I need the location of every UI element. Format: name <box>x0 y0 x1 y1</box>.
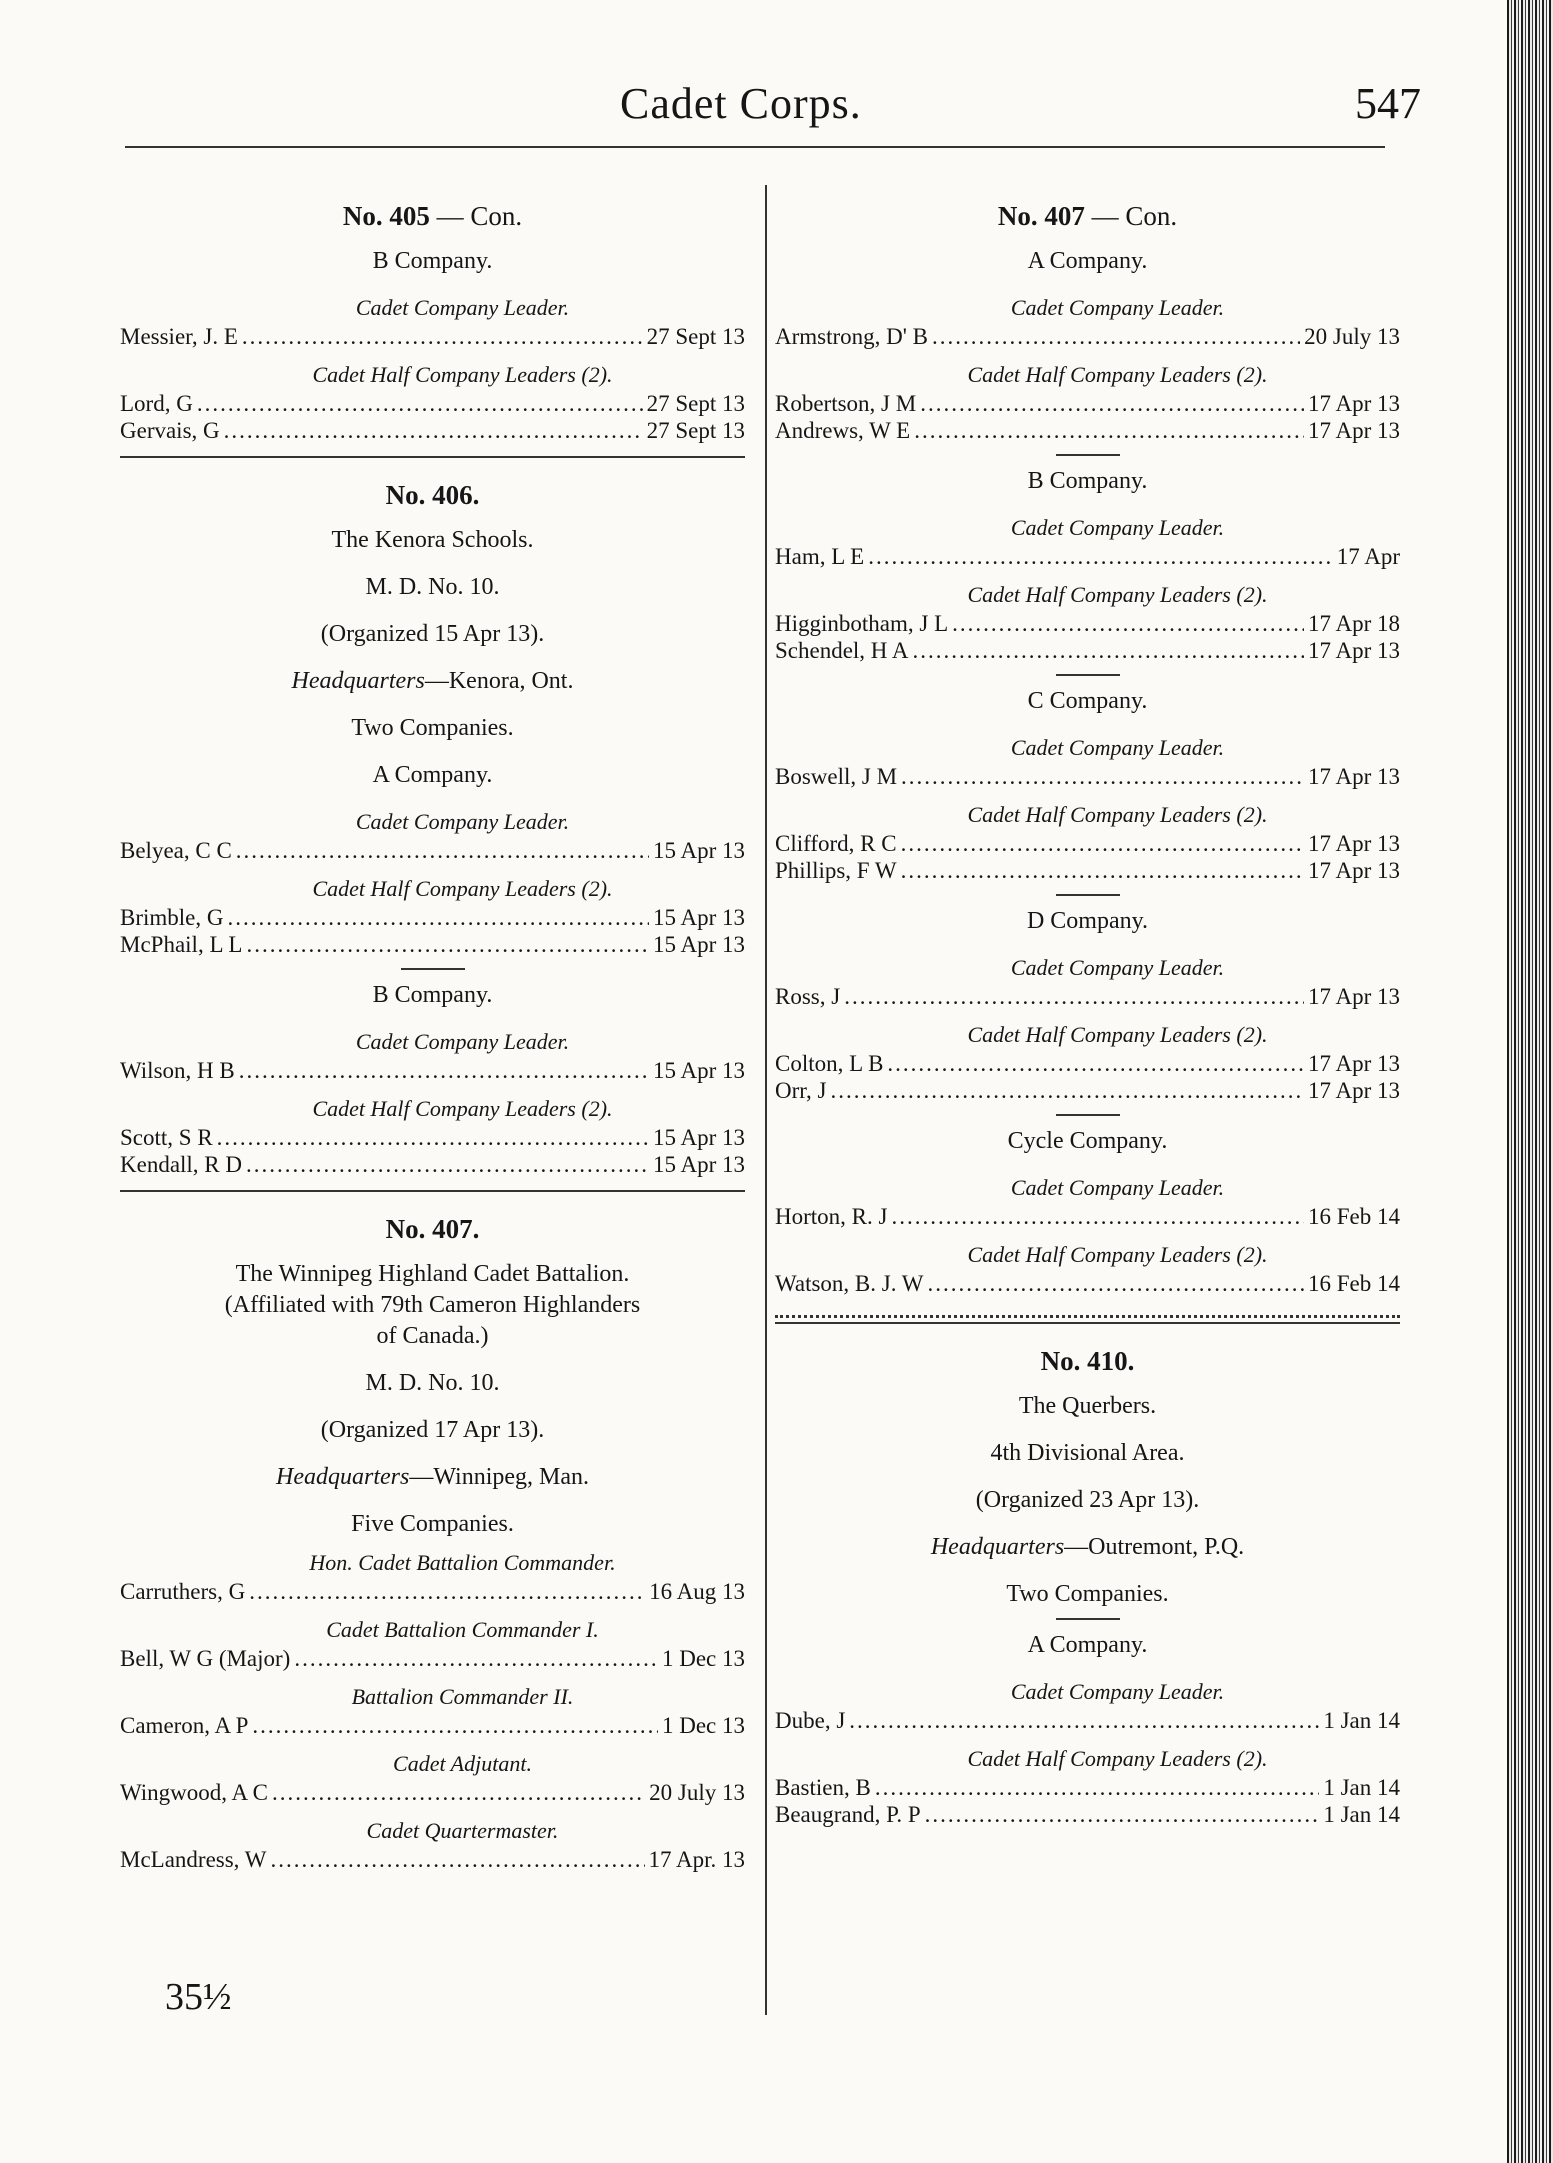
entry-name: Schendel, H A <box>775 638 909 663</box>
role-heading: Battalion Commander II. <box>351 1684 574 1709</box>
roster-entry <box>120 1578 745 1605</box>
entry-name: McLandress, W <box>120 1847 267 1872</box>
role-heading: Cadet Company Leader. <box>355 1029 570 1054</box>
leader-dots <box>887 1050 1304 1077</box>
roster-entry <box>120 323 745 350</box>
company-rule <box>1056 1618 1120 1620</box>
role-heading: Hon. Cadet Battalion Commander. <box>309 1550 616 1575</box>
entry-name: Ham, L E <box>775 544 865 569</box>
role-heading: Cadet Company Leader. <box>1010 735 1225 760</box>
leader-dots <box>901 763 1304 790</box>
leader-dots <box>252 1712 658 1739</box>
entry-date: 17 Apr 13 <box>1308 418 1400 443</box>
section-406 <box>120 480 745 1178</box>
entry-date: 20 July 13 <box>1304 324 1400 349</box>
roster-entry <box>120 390 745 417</box>
entry-date: 17 Apr 13 <box>1308 391 1400 416</box>
school-name: The Kenora Schools. <box>331 527 534 553</box>
role-heading: Cadet Half Company Leaders (2). <box>967 362 1268 387</box>
entry-name: Horton, R. J <box>775 1204 888 1229</box>
entry-name: Phillips, F W <box>775 858 897 883</box>
entry-name: Watson, B. J. W <box>775 1271 924 1296</box>
section-407 <box>120 1214 745 1873</box>
entry-name: Bastien, B <box>775 1775 871 1800</box>
entry-date: 1 Jan 14 <box>1323 1708 1400 1733</box>
leader-dots <box>891 1203 1304 1230</box>
role-heading: Cadet Half Company Leaders (2). <box>312 362 613 387</box>
headquarters-label: Headquarters <box>930 1534 1065 1560</box>
section-title <box>775 1346 1400 1377</box>
leader-dots <box>217 1124 649 1151</box>
role-heading: Cadet Half Company Leaders (2). <box>312 876 613 901</box>
entry-name: Messier, J. E <box>120 324 238 349</box>
role-heading: Cadet Company Leader. <box>355 809 570 834</box>
section-number: No. 405 <box>342 201 430 231</box>
entry-name: Cameron, A P <box>120 1713 249 1738</box>
section-title <box>120 201 745 232</box>
leader-dots <box>914 417 1304 444</box>
company-list <box>775 248 1400 1297</box>
entry-date: 16 Feb 14 <box>1308 1271 1400 1296</box>
leader-dots <box>228 904 650 931</box>
headquarters <box>775 1534 1400 1561</box>
entry-date: 16 Feb 14 <box>1308 1204 1400 1229</box>
section-number: No. 410. <box>1040 1346 1135 1376</box>
roster-entry <box>120 904 745 931</box>
entry-name: Higginbotham, J L <box>775 611 949 636</box>
entry-name: Boswell, J M <box>775 764 898 789</box>
entry-name: Beaugrand, P. P <box>775 1802 921 1827</box>
column-divider <box>765 185 767 2015</box>
entry-name: Carruthers, G <box>120 1579 246 1604</box>
divisional-area: 4th Divisional Area. <box>990 1440 1185 1466</box>
entry-date: 17 Apr <box>1336 544 1400 569</box>
page-edge <box>1507 0 1553 2163</box>
roster-entry <box>120 837 745 864</box>
running-title: Cadet Corps. <box>620 79 862 128</box>
roster-entry <box>120 1645 745 1672</box>
header-rule <box>125 146 1385 148</box>
roster-entry <box>775 1203 1400 1230</box>
affiliation-cont: of Canada.) <box>376 1323 489 1349</box>
roster-entry <box>775 417 1400 444</box>
entry-name: Bell, W G (Major) <box>120 1646 291 1671</box>
entry-date: 15 Apr 13 <box>653 1152 745 1177</box>
role-heading: Cadet Half Company Leaders (2). <box>967 1022 1268 1047</box>
headquarters-value: —Outremont, P.Q. <box>1064 1534 1245 1560</box>
role-heading: Cadet Company Leader. <box>1010 1175 1225 1200</box>
school-name: The Querbers. <box>1018 1393 1157 1419</box>
leader-dots <box>868 543 1333 570</box>
headquarters <box>120 668 745 695</box>
dotted-rule <box>775 1315 1400 1318</box>
leader-dots <box>844 983 1304 1010</box>
leader-dots <box>272 1779 645 1806</box>
leader-dots <box>913 637 1304 664</box>
company-rule <box>1056 1114 1120 1116</box>
affiliation: (Affiliated with 79th Cameron Highlanders <box>224 1292 641 1318</box>
left-column <box>120 195 745 1883</box>
section-title <box>775 201 1400 232</box>
roster-entry <box>775 543 1400 570</box>
entry-name: Andrews, W E <box>775 418 911 443</box>
entry-date: 27 Sept 13 <box>646 418 745 443</box>
leader-dots <box>932 323 1300 350</box>
organized-date: (Organized 23 Apr 13). <box>975 1487 1200 1513</box>
headquarters-label: Headquarters <box>276 1464 410 1490</box>
entry-name: Wingwood, A C <box>120 1780 268 1805</box>
roster-entry <box>120 1057 745 1084</box>
roster-entry <box>120 931 745 958</box>
leader-dots <box>928 1270 1304 1297</box>
section-number: No. 407 <box>997 201 1085 231</box>
section-number: No. 406. <box>385 480 480 510</box>
entry-date: 17 Apr 13 <box>1308 831 1400 856</box>
roster-entry <box>120 1151 745 1178</box>
roster-entry <box>120 1124 745 1151</box>
entry-date: 27 Sept 13 <box>646 391 745 416</box>
role-heading: Cadet Battalion Commander I. <box>326 1617 599 1642</box>
leader-dots <box>224 417 643 444</box>
company-heading: B Company. <box>372 982 493 1008</box>
leader-dots <box>270 1846 644 1873</box>
company-heading: A Company. <box>1027 248 1148 274</box>
headquarters-value: —Kenora, Ont. <box>424 668 574 694</box>
company-block <box>775 248 1400 444</box>
entry-name: Orr, J <box>775 1078 827 1103</box>
leader-dots <box>246 931 649 958</box>
entry-date: 1 Jan 14 <box>1323 1802 1400 1827</box>
entry-name: Gervais, G <box>120 418 220 443</box>
roster-entry <box>775 637 1400 664</box>
entry-date: 16 Aug 13 <box>649 1579 745 1604</box>
entry-date: 17 Apr 13 <box>1308 984 1400 1009</box>
entry-name: Scott, S R <box>120 1125 213 1150</box>
roster-entry <box>120 1712 745 1739</box>
roster-entry <box>775 323 1400 350</box>
entry-name: Brimble, G <box>120 905 224 930</box>
company-heading: A Company. <box>372 762 493 788</box>
organized-date: (Organized 15 Apr 13). <box>320 621 545 647</box>
role-heading: Cadet Company Leader. <box>1010 955 1225 980</box>
entry-date: 15 Apr 13 <box>653 1058 745 1083</box>
section-405 <box>120 201 745 444</box>
headquarters <box>120 1464 745 1491</box>
company-heading: C Company. <box>1027 688 1148 714</box>
leader-dots <box>952 610 1304 637</box>
roster-entry <box>775 857 1400 884</box>
role-heading: Cadet Half Company Leaders (2). <box>967 1746 1268 1771</box>
headquarters-value: —Winnipeg, Man. <box>409 1464 589 1490</box>
entry-date: 1 Dec 13 <box>661 1646 745 1671</box>
roster-entry <box>775 390 1400 417</box>
company-rule <box>1056 894 1120 896</box>
section-rule <box>775 1322 1400 1324</box>
entry-name: Wilson, H B <box>120 1058 235 1083</box>
entry-date: 17 Apr 13 <box>1308 1078 1400 1103</box>
entry-date: 15 Apr 13 <box>653 1125 745 1150</box>
roster-entry <box>120 1846 745 1873</box>
role-heading: Cadet Half Company Leaders (2). <box>312 1096 613 1121</box>
company-count: Five Companies. <box>351 1511 514 1537</box>
entry-name: Colton, L B <box>775 1051 884 1076</box>
roster-entry <box>775 983 1400 1010</box>
entry-date: 20 July 13 <box>649 1780 745 1805</box>
roster-entry <box>775 1801 1400 1828</box>
section-title <box>120 480 745 511</box>
company-block <box>775 674 1400 884</box>
roster-entry <box>775 830 1400 857</box>
entry-name: Ross, J <box>775 984 841 1009</box>
company-heading: B Company. <box>1027 468 1148 494</box>
leader-dots <box>925 1801 1320 1828</box>
role-heading: Cadet Company Leader. <box>1010 1679 1225 1704</box>
role-heading: Cadet Company Leader. <box>1010 295 1225 320</box>
section-410 <box>775 1346 1400 1828</box>
entry-name: Kendall, R D <box>120 1152 243 1177</box>
roster-entry <box>120 1779 745 1806</box>
roster-entry <box>775 610 1400 637</box>
entry-date: 15 Apr 13 <box>653 905 745 930</box>
section-407-continued <box>775 201 1400 1297</box>
roster-entry <box>775 1707 1400 1734</box>
entry-name: Lord, G <box>120 391 193 416</box>
entry-date: 17 Apr 13 <box>1308 638 1400 663</box>
role-heading: Cadet Adjutant. <box>393 1751 532 1776</box>
leader-dots <box>246 1151 649 1178</box>
leader-dots <box>920 390 1304 417</box>
role-heading: Cadet Company Leader. <box>355 295 570 320</box>
leader-dots <box>242 323 643 350</box>
section-rule <box>120 456 745 458</box>
entry-date: 15 Apr 13 <box>653 932 745 957</box>
company-count: Two Companies. <box>351 715 514 741</box>
entry-date: 15 Apr 13 <box>653 838 745 863</box>
entry-date: 1 Dec 13 <box>661 1713 745 1738</box>
entry-name: Armstrong, D' B <box>775 324 929 349</box>
roster-entry <box>775 1050 1400 1077</box>
role-heading: Cadet Company Leader. <box>1010 515 1225 540</box>
section-title <box>120 1214 745 1245</box>
section-suffix: — Con. <box>1091 201 1178 231</box>
entry-date: 17 Apr 13 <box>1308 858 1400 883</box>
right-column <box>775 195 1400 1838</box>
leader-dots <box>875 1774 1319 1801</box>
signature-mark: 35½ <box>165 1976 232 2018</box>
entry-date: 1 Jan 14 <box>1323 1775 1400 1800</box>
roster-entry <box>775 1774 1400 1801</box>
role-heading: Cadet Quartermaster. <box>366 1818 559 1843</box>
leader-dots <box>236 837 649 864</box>
entry-name: Robertson, J M <box>775 391 917 416</box>
section-number: No. 407. <box>385 1214 480 1244</box>
entry-date: 17 Apr 13 <box>1308 1051 1400 1076</box>
entry-name: Belyea, C C <box>120 838 232 863</box>
entry-date: 17 Apr 13 <box>1308 764 1400 789</box>
roster-entry <box>120 417 745 444</box>
leader-dots <box>901 857 1304 884</box>
section-suffix: — Con. <box>436 201 523 231</box>
roster-entry <box>775 763 1400 790</box>
company-block <box>775 454 1400 664</box>
company-heading: Cycle Company. <box>1007 1128 1168 1154</box>
company-block <box>775 894 1400 1104</box>
organized-date: (Organized 17 Apr 13). <box>320 1417 545 1443</box>
entry-name: Dube, J <box>775 1708 846 1733</box>
page-header <box>0 78 1553 138</box>
page-number: 547 <box>1355 79 1421 128</box>
roster-entry <box>775 1077 1400 1104</box>
role-heading: Cadet Half Company Leaders (2). <box>967 802 1268 827</box>
company-rule <box>401 968 465 970</box>
entry-name: Clifford, R C <box>775 831 897 856</box>
roster-entry <box>775 1270 1400 1297</box>
entry-date: 17 Apr 18 <box>1308 611 1400 636</box>
role-heading: Cadet Half Company Leaders (2). <box>967 1242 1268 1267</box>
leader-dots <box>901 830 1304 857</box>
entry-date: 27 Sept 13 <box>646 324 745 349</box>
company-heading: A Company. <box>1027 1632 1148 1658</box>
military-district: M. D. No. 10. <box>365 1370 500 1396</box>
company-rule <box>1056 454 1120 456</box>
leader-dots <box>249 1578 645 1605</box>
company-rule <box>1056 674 1120 676</box>
company-heading: B Company. <box>372 248 493 274</box>
entry-name: McPhail, L L <box>120 932 243 957</box>
headquarters-label: Headquarters <box>291 668 425 694</box>
company-block <box>775 1114 1400 1297</box>
company-count: Two Companies. <box>1006 1581 1169 1607</box>
role-heading: Cadet Half Company Leaders (2). <box>967 582 1268 607</box>
leader-dots <box>830 1077 1304 1104</box>
entry-date: 17 Apr. 13 <box>648 1847 745 1872</box>
military-district: M. D. No. 10. <box>365 574 500 600</box>
leader-dots <box>239 1057 649 1084</box>
section-rule <box>120 1190 745 1192</box>
company-heading: D Company. <box>1026 908 1149 934</box>
battalion-name: The Winnipeg Highland Cadet Battalion. <box>235 1261 630 1287</box>
leader-dots <box>294 1645 658 1672</box>
leader-dots <box>849 1707 1319 1734</box>
leader-dots <box>197 390 643 417</box>
